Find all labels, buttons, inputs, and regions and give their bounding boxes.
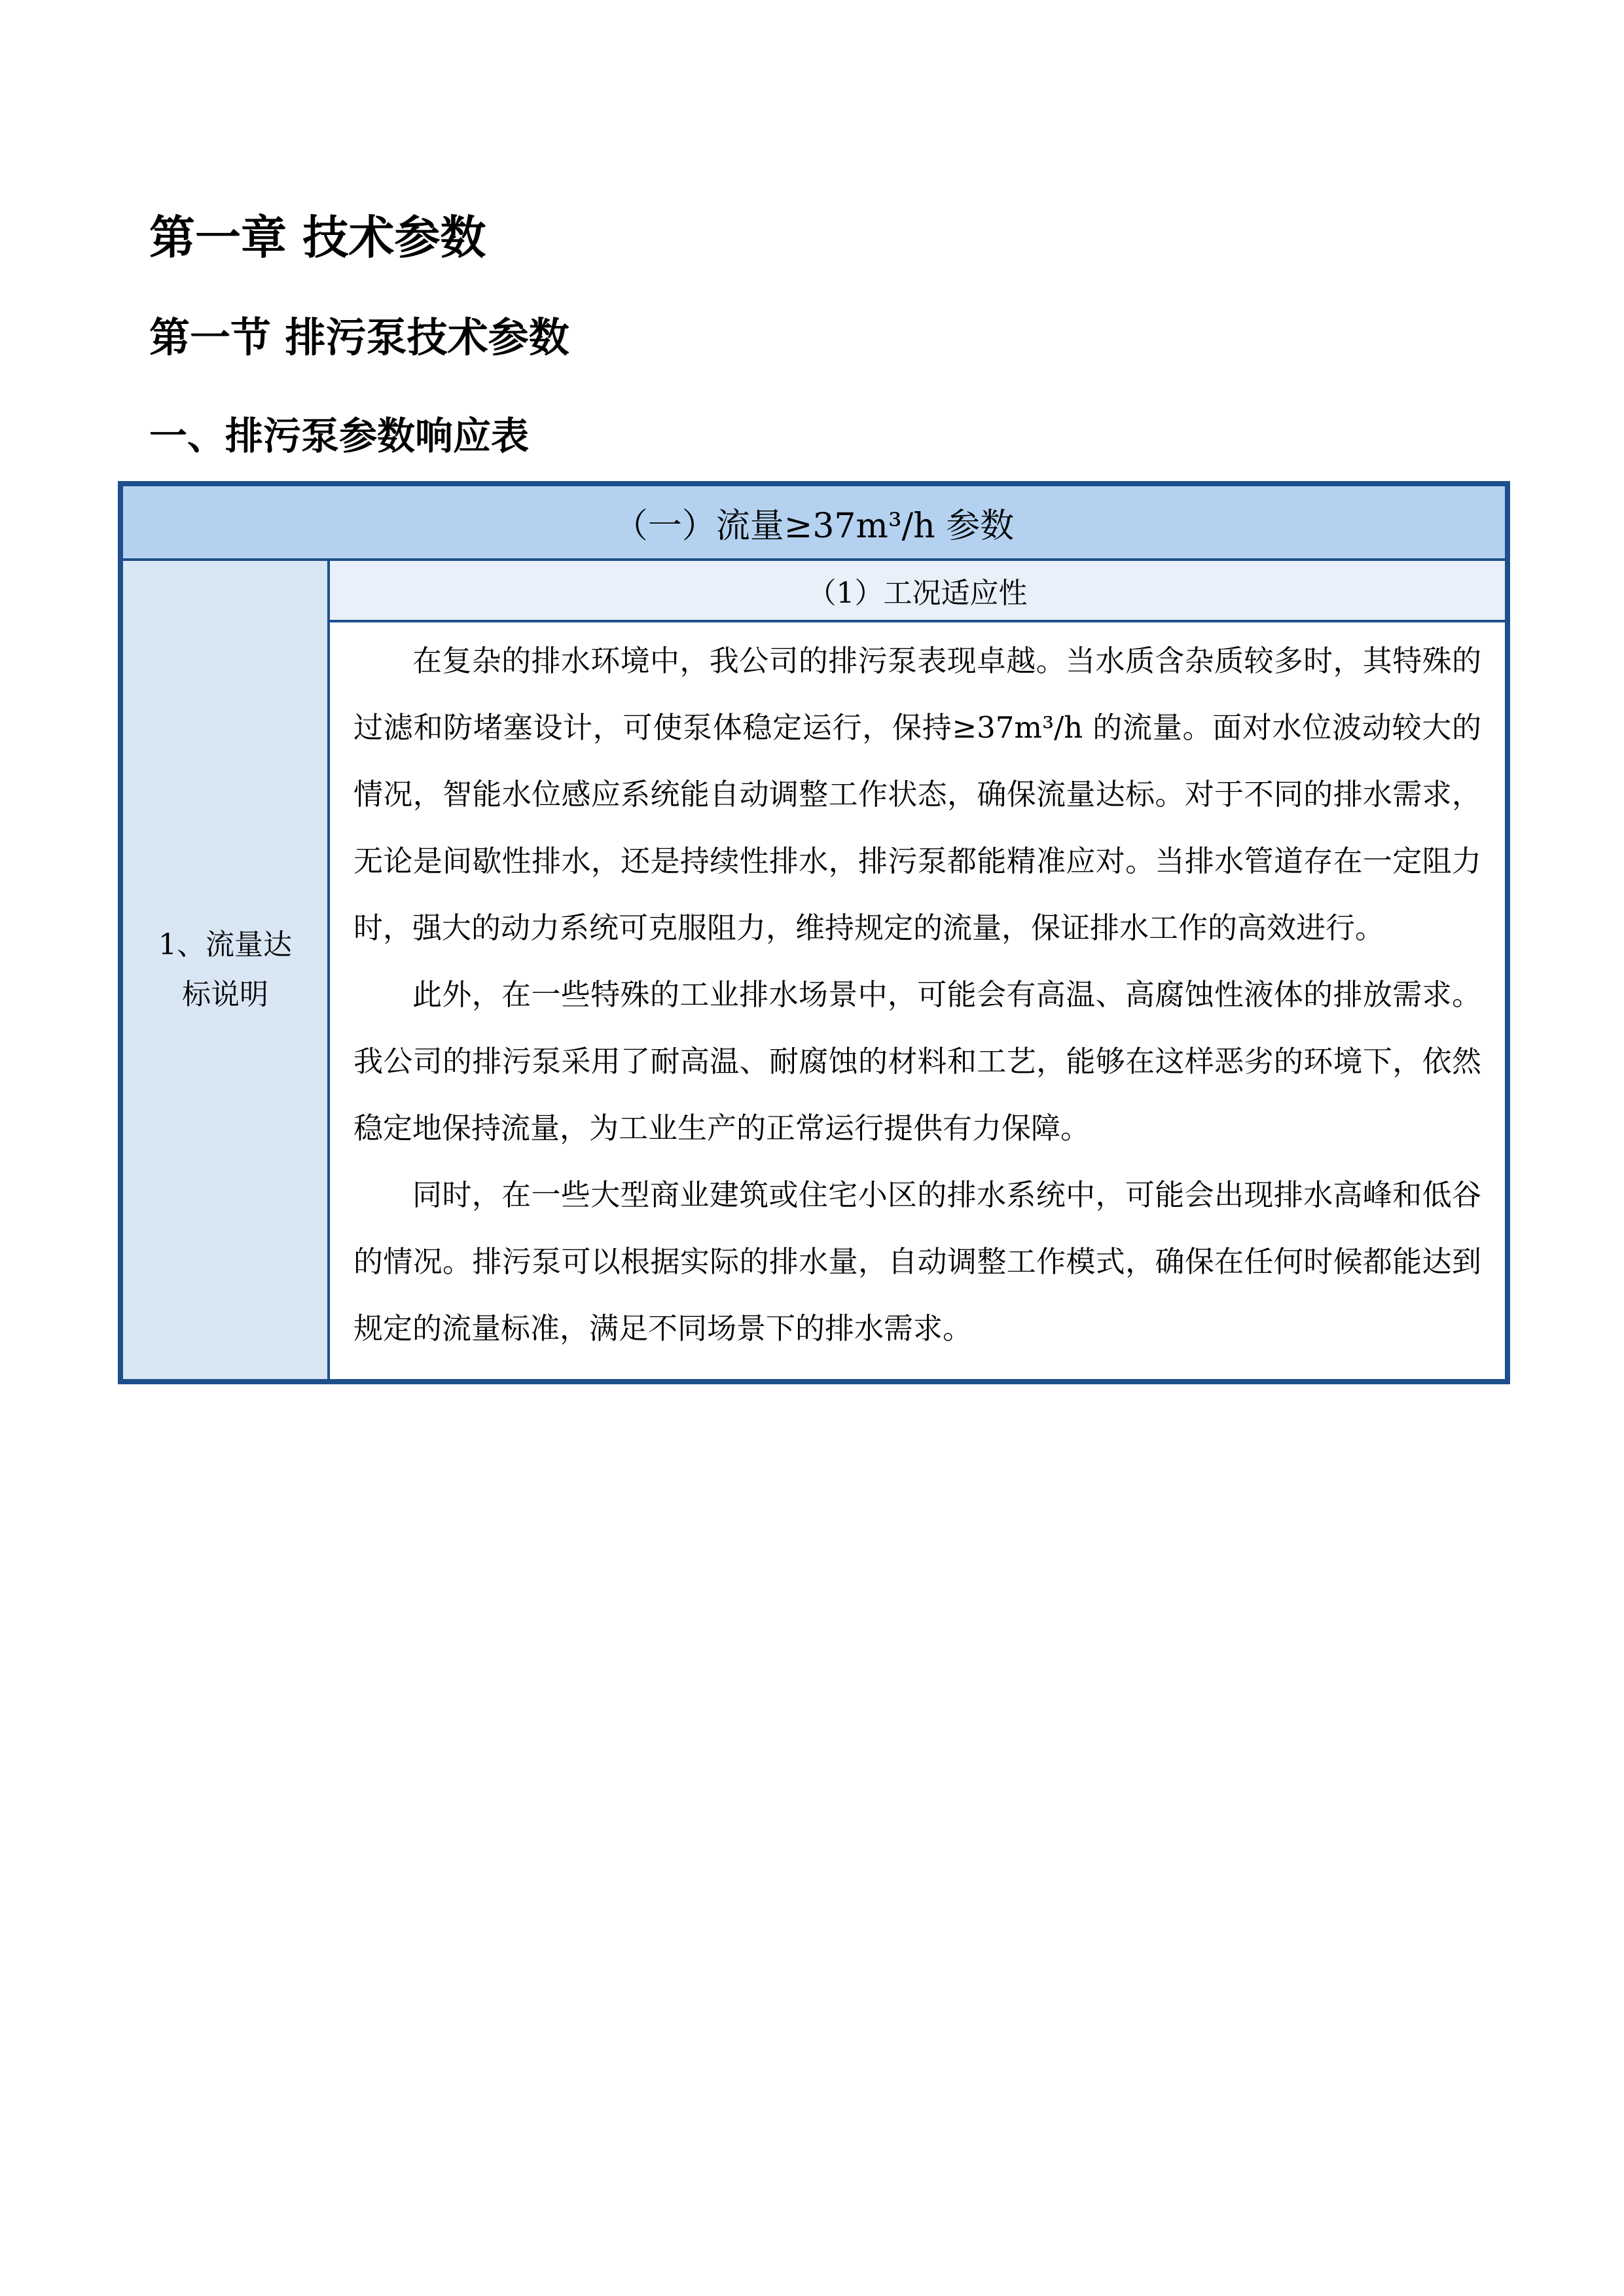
sub-heading-cell: （1）工况适应性 — [329, 560, 1507, 621]
table-body-row — [120, 621, 1507, 1382]
description-paragraph: 同时，在一些大型商业建筑或住宅小区的排水系统中，可能会出现排水高峰和低谷的情况。排污泵可以根据实际的排水量，自动调整工作模式，确保在任何时候都能达到规定的流量标准，满足不同场景下的排水需求。 — [353, 1177, 1481, 1346]
table-title-row — [120, 484, 1507, 560]
description-paragraph: 在复杂的排水环境中，我公司的排污泵表现卓越。当水质含杂质较多时，其特殊的过滤和防堵塞设计，可使泵体稳定运行，保持≥37m³/h 的流量。面对水位波动较大的情况，智能水位感应系统能自动调整工作状态，确保流量达标。对于不同的排水需求，无论是间歇性排水，还是持续性排水，排污泵都能精准应对。当排水管道存在一定阻力时，强大的动力系统可克服阻力，维持规定的流量，保证排水工作的高效进行。 — [353, 643, 1481, 945]
description-cell — [329, 621, 1507, 1382]
table-title-cell: （一）流量≥37m³/h 参数 — [120, 484, 1507, 560]
table-sub-heading-row — [120, 560, 1507, 621]
row-label: 1、流量达标说明 — [158, 928, 292, 1011]
section-title: 第一节 排污泵技术参数 — [149, 314, 569, 361]
description-paragraph: 此外，在一些特殊的工业排水场景中，可能会有高温、高腐蚀性液体的排放需求。我公司的排污泵采用了耐高温、耐腐蚀的材料和工艺，能够在这样恶劣的环境下，依然稳定地保持流量，为工业生产的正常运行提供有力保障。 — [353, 977, 1481, 1145]
row-label-cell — [120, 560, 329, 1382]
chapter-title: 第一章 技术参数 — [149, 211, 486, 264]
parameter-response-table — [118, 481, 1510, 1384]
subsection-title: 一、排污泵参数响应表 — [149, 414, 530, 458]
